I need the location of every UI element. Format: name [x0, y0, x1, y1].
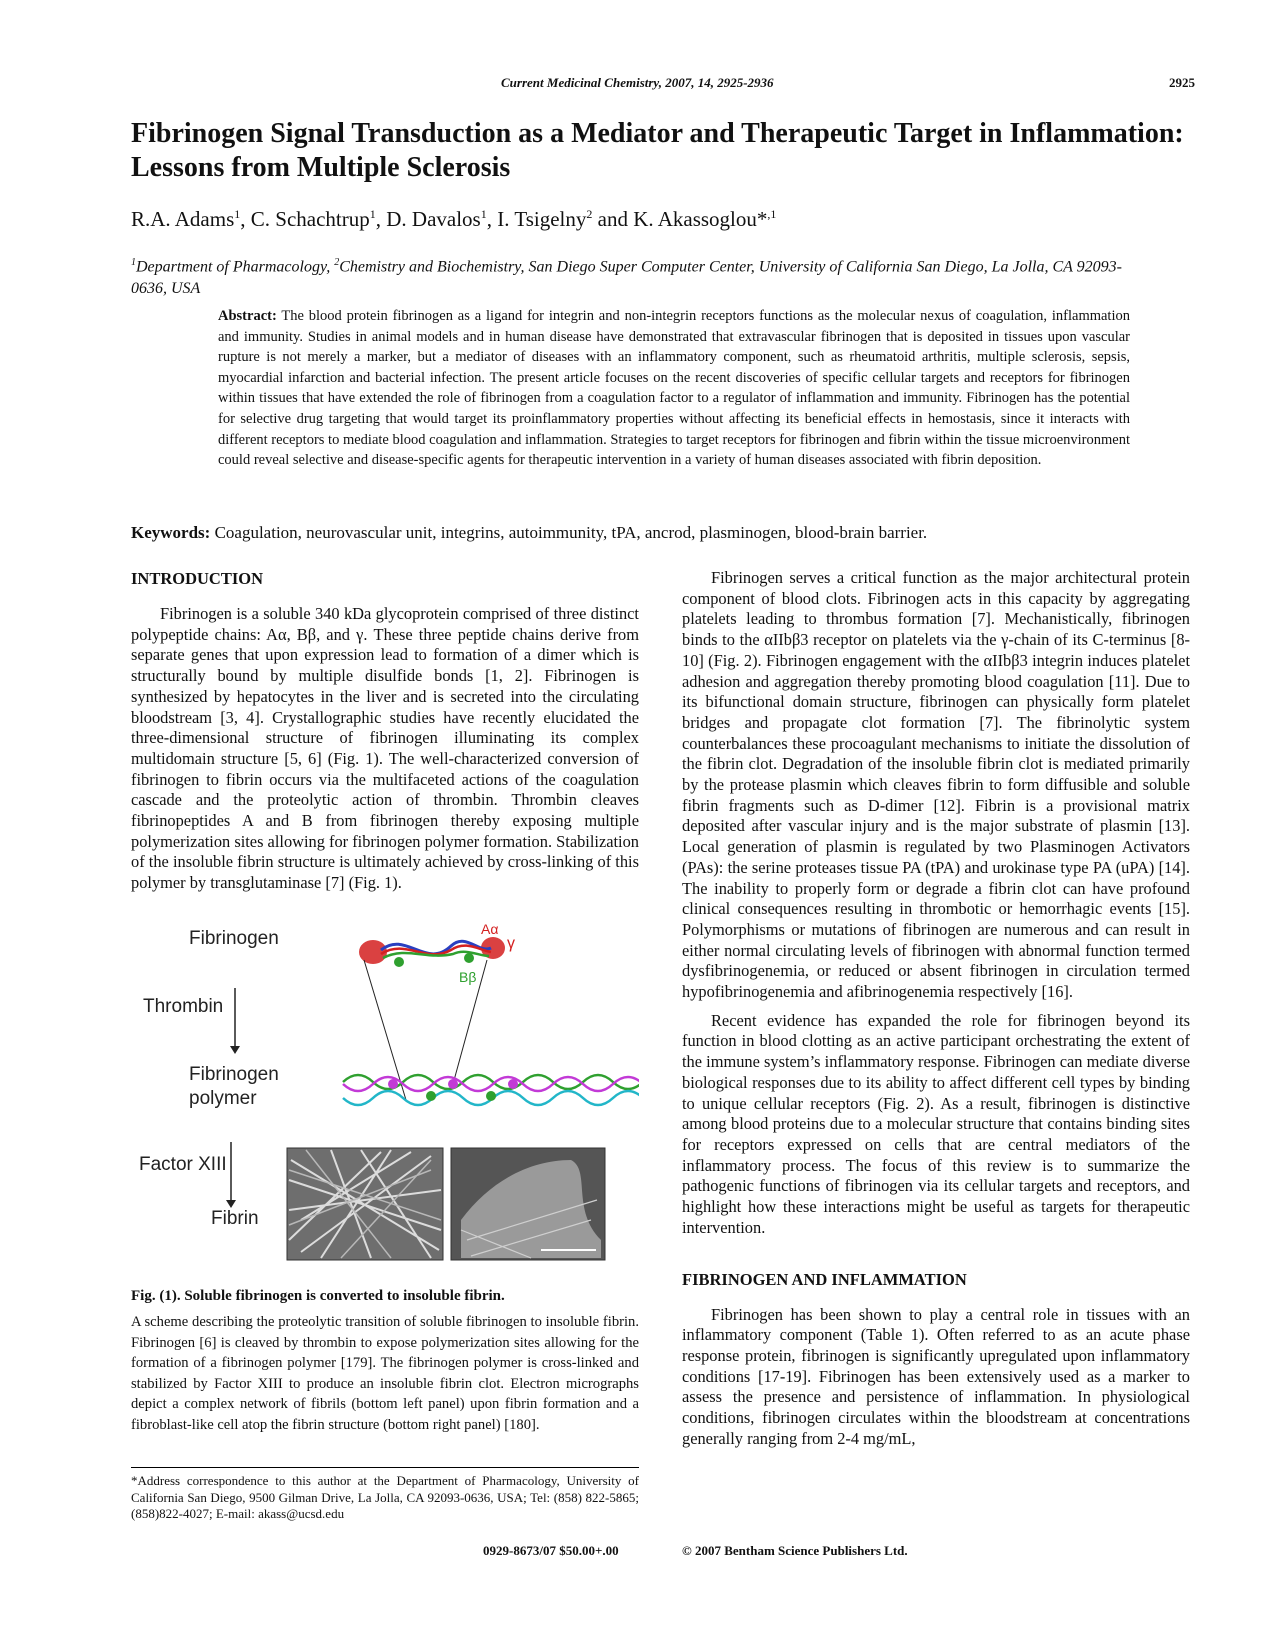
- author-affiliation-marker: 1: [369, 207, 376, 221]
- right-paragraph-2: Recent evidence has expanded the role for fibrinogen beyond its function in blood clotting as an active participant orchestrating the extent of the immune system’s inflammatory response. Fibrinogen can mediate diverse biological responses due to its ability to affect different cell types by binding to unique cellular receptors (Fig. 2). As a result, fibrinogen is distinctive among blood proteins due to a molecular structure that contains binding sites for receptors expressed on cells that are central mediators of the inflammatory process. The focus of this review is to summarize the pathogenic functions of fibrinogen via its cellular targets and receptors, and highlight how these interactions might be useful as targets for therapeutic intervention.: [682, 1010, 1190, 1237]
- author-name: C. Schachtrup: [250, 207, 370, 231]
- label-polymer-line1: Fibrinogen: [189, 1064, 279, 1085]
- author-name: R.A. Adams: [131, 207, 235, 231]
- right-column: [682, 568, 1190, 1457]
- author-affiliation-marker: 1: [480, 207, 487, 221]
- running-head: [131, 75, 1195, 95]
- label-chain-a-alpha: Aα: [481, 921, 499, 937]
- figure-caption-body: A scheme describing the proteolytic transition of soluble fibrinogen to insoluble fibrin. Fibrinogen [6] is cleaved by thrombin to expose polymerization sites allowing for the formation of a fibrinogen polymer [179]. The fibrinogen polymer is cross-linked and stabilized by Factor XIII to produce an insoluble fibrin clot. Electron micrographs depict a complex network of fibrils (bottom left panel) upon fibrin formation and a fibroblast-like cell atop the fibrin structure (bottom right panel) [180].: [131, 1314, 639, 1433]
- right-paragraph-3: Fibrinogen has been shown to play a central role in tissues with an inflammatory component (Table 1). Often referred to as an acute phase response protein, fibrinogen is significantly upregulated upon inflammatory conditions [17-19]. Fibrinogen has been extensively used as a marker to assess the presence and persistence of inflammation. In physiological conditions, fibrinogen circulates within the bloodstream at concentrations generally ranging from 2-4 mg/mL,: [682, 1304, 1190, 1448]
- footnote-rule: [131, 1467, 639, 1468]
- label-fibrinogen: Fibrinogen: [189, 928, 279, 949]
- affiliation-2-marker: 2: [334, 257, 340, 268]
- arrow-head-thrombin: [230, 1046, 240, 1054]
- abstract-label: Abstract:: [218, 308, 277, 324]
- abstract-text: The blood protein fibrinogen as a ligand for integrin and non-integrin receptors functions as the molecular nexus of coagulation, inflammation and immunity. Studies in animal models and in human disease have demonstrated that extravascular fibrinogen that is deposited in tissues upon vascular rupture is not merely a marker, but a mediator of diseases with an inflammatory component, such as rheumatoid arthritis, multiple sclerosis, sepsis, myocardial infarction and bacterial infection. The present article focuses on the recent discoveries of specific cellular targets and receptors for fibrinogen within tissues that have extended the role of fibrinogen from a coagulation factor to a regulator of inflammation and immunity. Fibrinogen has the potential for selective drug targeting that would target its proinflammatory properties without affecting its beneficial effects in hemostasis, since it interacts with different receptors to mediate blood coagulation and inflammation. Strategies to target receptors for fibrinogen and fibrin within the tissue microenvironment could reveal selective and disease-specific agents for therapeutic intervention in a variety of human diseases associated with fibrin deposition.: [218, 308, 1130, 469]
- affiliation: [131, 252, 1141, 300]
- keywords-text: Coagulation, neurovascular unit, integrins, autoimmunity, tPA, ancrod, plasminogen, blood-brain barrier.: [214, 523, 928, 542]
- author-list: R.A. Adams$^1$, C. Schachtrup$^1$, D. Davalos$^1$, I. Tsigelny$^2$ and K. Akassoglou*$^{,1}$: [131, 207, 777, 231]
- author-affiliation-marker: 2: [586, 207, 593, 221]
- micrograph-fibrin-network: [287, 1148, 443, 1260]
- fibrinogen-molecule-illustration: [359, 937, 505, 967]
- fibrinogen-polymer-illustration: [343, 1075, 639, 1105]
- arrow-head-factor: [226, 1200, 236, 1208]
- page-number: 2925: [1169, 75, 1195, 90]
- keywords-label: Keywords:: [131, 523, 211, 542]
- label-chain-gamma: γ: [507, 935, 515, 952]
- label-fibrin: Fibrin: [211, 1208, 259, 1229]
- correspondence-footnote: *Address correspondence to this author at the Department of Pharmacology, University of California San Diego, 9500 Gilman Drive, La Jolla, CA 92093-0636, USA; Tel: (858) 822-5865; (858)822-4027; E-mail: akass@ucsd.edu: [131, 1473, 639, 1521]
- section-heading-introduction: INTRODUCTION: [131, 569, 264, 588]
- intro-paragraph: Fibrinogen is a soluble 340 kDa glycoprotein comprised of three distinct polypeptide chains: Aα, Bβ, and γ. These three peptide chains derive from separate genes that upon expression lead to formation of a dimer which is structurally bound by multiple disulfide bonds [1, 2]. Fibrinogen is synthesized by hepatocytes in the liver and is secreted into the circulating bloodstream [3, 4]. Crystallographic studies have recently elucidated the three-dimensional structure of fibrinogen illuminating its complex multidomain structure [5, 6] (Fig. 1). The well-characterized conversion of fibrinogen to fibrin occurs via the multifaceted actions of the coagulation cascade and the proteolytic action of thrombin. Thrombin cleaves fibrinopeptides A and B from fibrinogen thereby exposing multiple polymerization sites allowing for fibrinogen polymer formation. Stabilization of the insoluble fibrin structure is ultimately achieved by cross-linking of this polymer by transglutaminase [7] (Fig. 1).: [131, 604, 639, 893]
- affiliation-1-marker: 1: [131, 257, 136, 268]
- right-paragraph-1: Fibrinogen serves a critical function as the major architectural protein component of blood clots. Fibrinogen acts in this capacity by aggregating platelets leading to thrombus formation [7]. Mechanistically, fibrinogen binds to the αIIbβ3 receptor on platelets via the γ-chain of its C-terminus [8-10] (Fig. 2). Fibrinogen engagement with the αIIbβ3 integrin induces platelet adhesion and aggregation thereby promoting blood coagulation [11]. Due to its bifunctional domain structure, fibrinogen can physically form platelet bridges and propagate clot formation [7]. The fibrinolytic system counterbalances these procoagulant mechanisms to initiate the dissolution of the fibrin clot. Degradation of the insoluble fibrin clot is mediated primarily by the protease plasmin which cleaves fibrin to form diffusible and soluble fibrin fragments such as D-dimer [12]. Fibrin is a provisional matrix deposited after vascular injury and is the major substrate of plasmin [13]. Local generation of plasmin is regulated by two Plasminogen Activators (PAs): the serine proteases tissue PA (tPA) and urokinase type PA (uPA) [14]. The inability to properly form or degrade a fibrin clot can have profound clinical consequences resulting in thrombotic or hemorrhagic events [15]. Polymorphisms or mutations of fibrinogen are numerous and can result in either normal circulating levels of fibrinogen with abnormal function termed dysfibrinogenemia, or reduced or absent fibrinogen in circulation termed hypofibrinogenemia and afibrinogenemia respectively [16].: [682, 568, 1190, 1002]
- figure-caption-title: Fig. (1). Soluble fibrinogen is converted to insoluble fibrin.: [131, 1288, 505, 1304]
- keywords: [131, 522, 1196, 544]
- abstract: [218, 306, 1130, 471]
- micrograph-fibroblast-cell: [451, 1148, 605, 1260]
- label-chain-b-beta: Bβ: [459, 969, 477, 985]
- label-polymer-line2: polymer: [189, 1088, 257, 1109]
- author-name: K. Akassoglou*: [633, 207, 768, 231]
- left-column: [131, 568, 639, 902]
- affiliation-1-text: Department of Pharmacology,: [136, 258, 335, 276]
- copyright: © 2007 Bentham Science Publishers Ltd.: [682, 1543, 908, 1558]
- author-affiliation-marker: ,1: [767, 207, 777, 221]
- affiliation-2-text: Chemistry and Biochemistry, San Diego Super Computer Center, University of California San Diego, La Jolla, CA 92093-0636, USA: [131, 258, 1122, 298]
- journal-citation: Current Medicinal Chemistry, 2007, 14, 2925-2936: [501, 75, 774, 90]
- figure-1: [131, 920, 639, 1280]
- article-title: Fibrinogen Signal Transduction as a Mediator and Therapeutic Target in Inflammation: Lessons from Multiple Sclerosis: [131, 118, 1184, 183]
- section-heading-fibrinogen-inflammation: FIBRINOGEN AND INFLAMMATION: [682, 1269, 967, 1289]
- label-thrombin: Thrombin: [143, 996, 224, 1017]
- author-name: D. Davalos: [386, 207, 481, 231]
- author-name: I. Tsigelny: [497, 207, 587, 231]
- issn-price: 0929-8673/07 $50.00+.00: [483, 1543, 619, 1558]
- label-factor-xiii: Factor XIII: [139, 1154, 227, 1175]
- author-affiliation-marker: 1: [234, 207, 241, 221]
